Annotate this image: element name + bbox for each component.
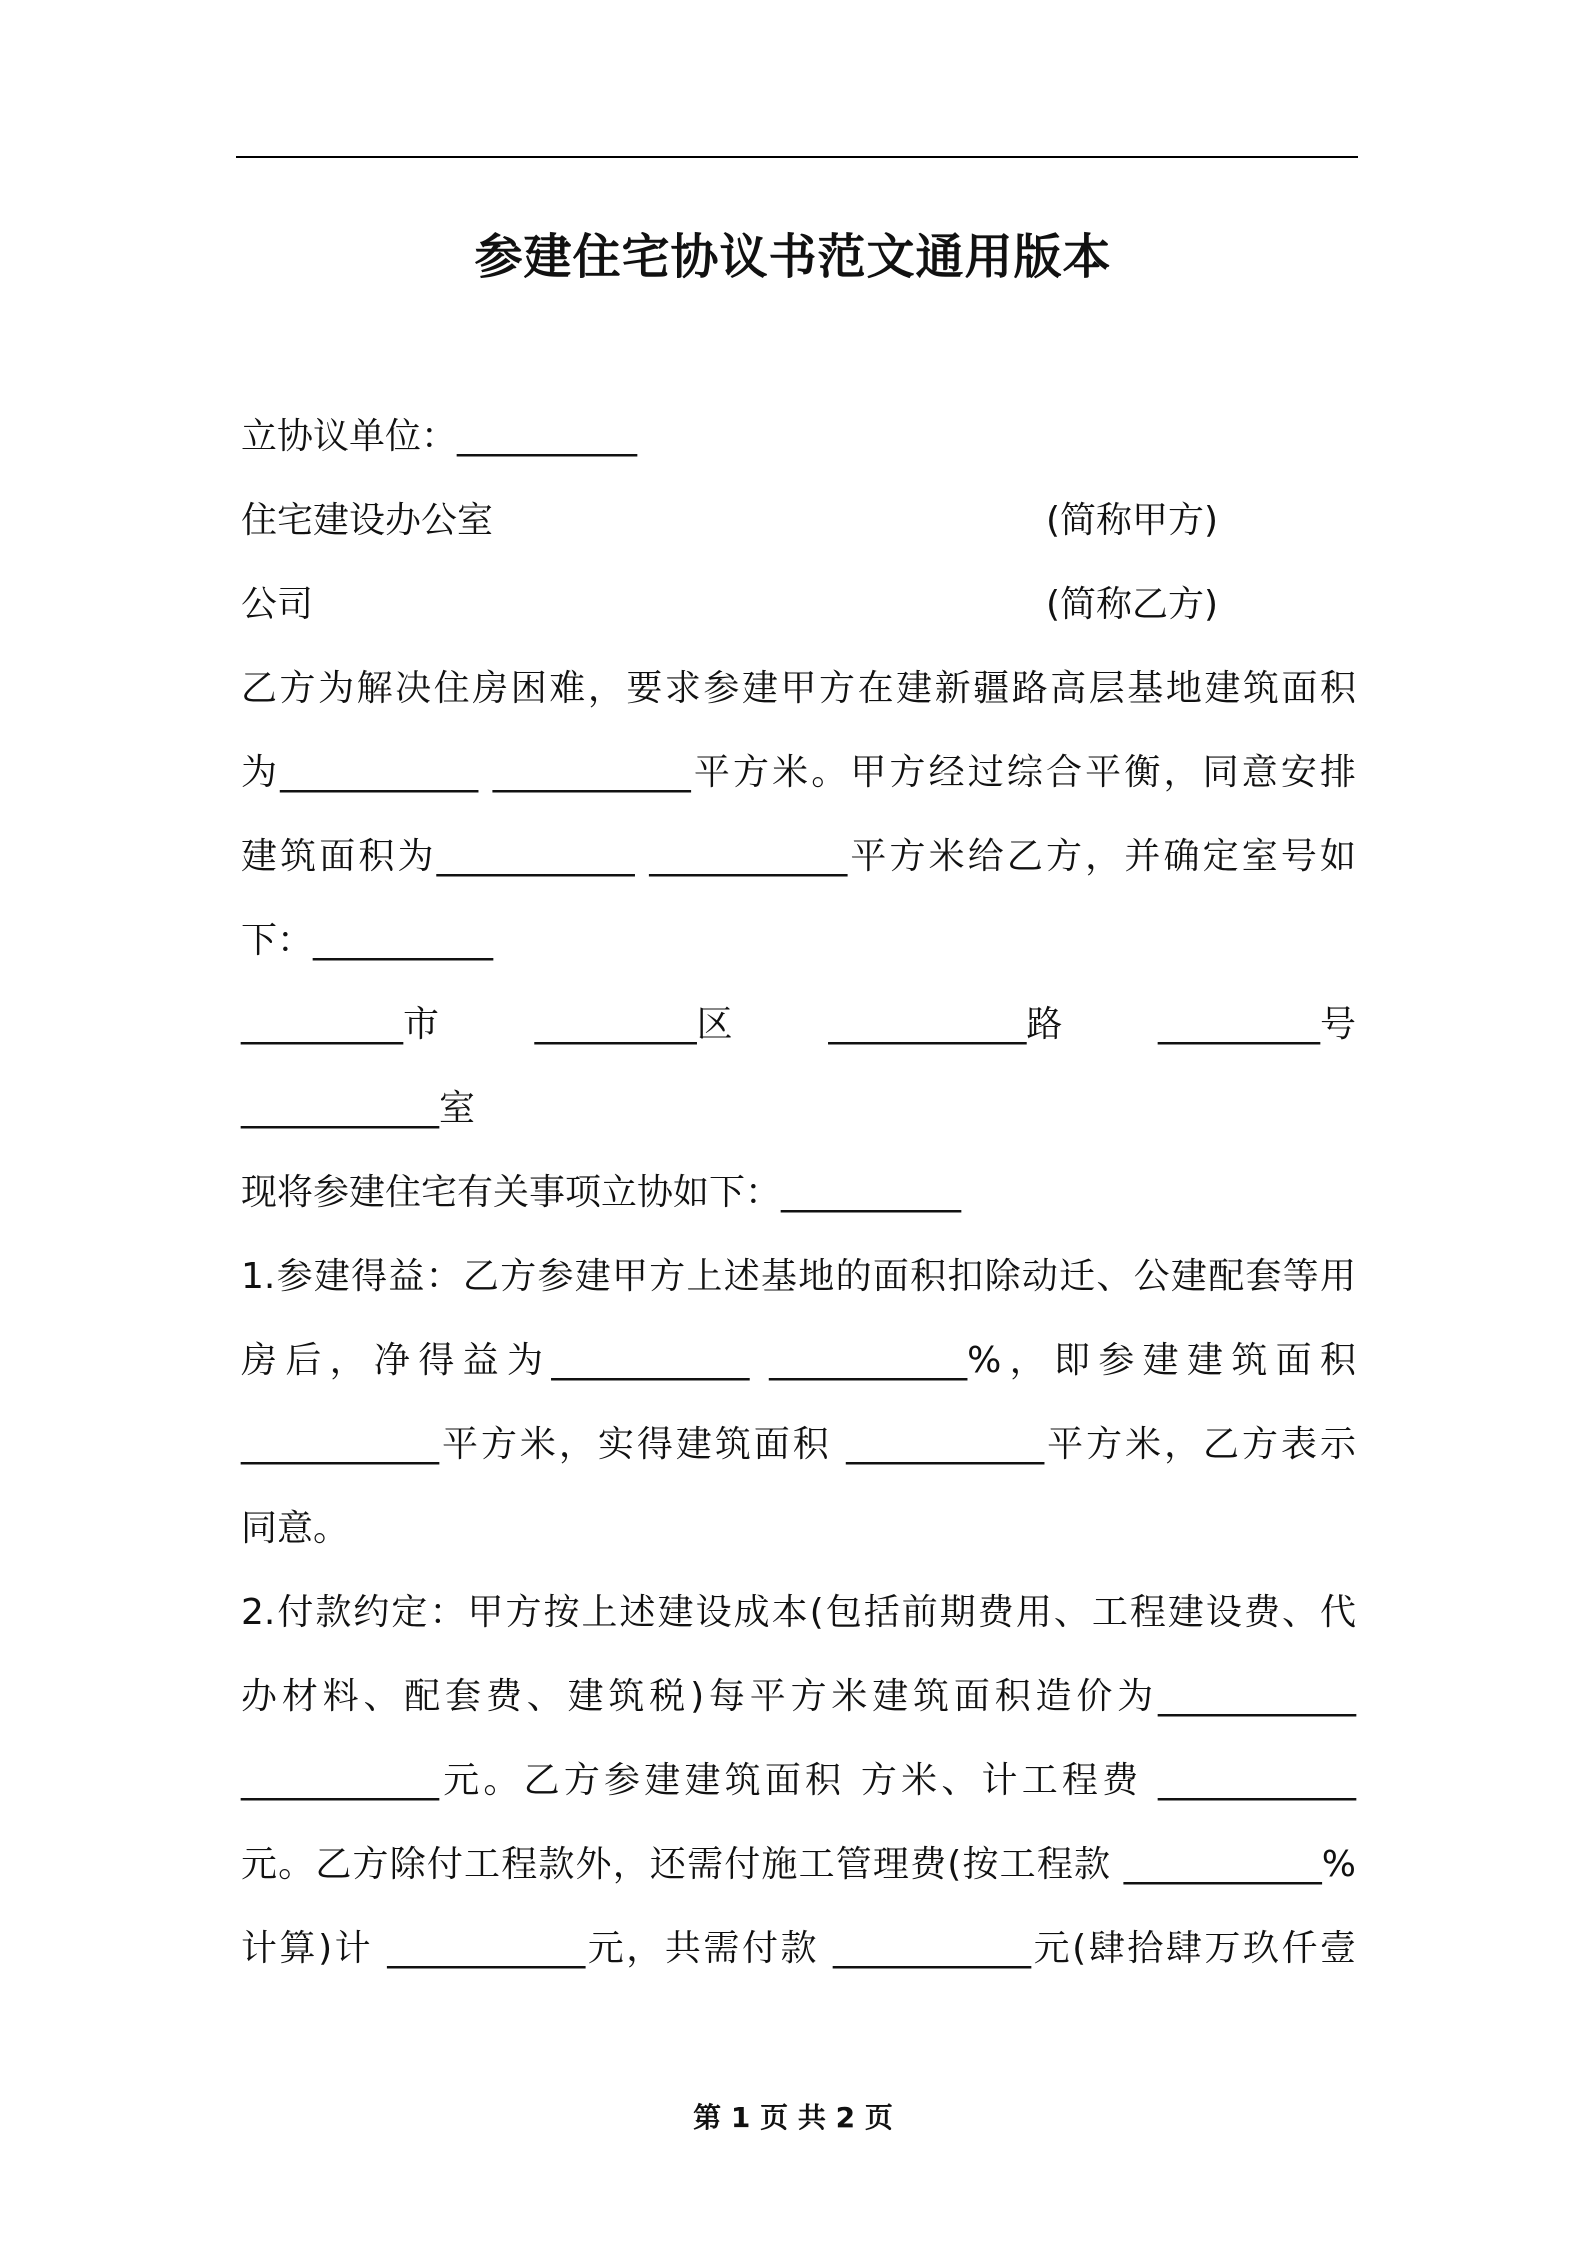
party-a-name: 住宅建设办公室 (241, 500, 494, 541)
address-road: ___________路 (828, 1004, 1063, 1045)
address-room: ___________室 (241, 1088, 476, 1129)
party-b-row (241, 581, 1356, 629)
document-title: 参建住宅协议书范文通用版本 (474, 229, 1112, 285)
body-line: 建筑面积为___________ ___________平方米给乙方，并确定室号如 (241, 836, 1356, 877)
body-line: 为___________ ___________平方米。甲方经过综合平衡，同意安排 (241, 752, 1356, 793)
clause2-line: 元。乙方除付工程款外，还需付施工管理费(按工程款 ___________% (241, 1844, 1356, 1885)
signing-parties-line: 立协议单位：__________ (241, 416, 638, 457)
address-line (241, 1001, 1356, 1049)
clause1-line: 同意。 (241, 1508, 350, 1549)
clause2-line: 办材料、配套费、建筑税)每平方米建筑面积造价为___________ (241, 1676, 1356, 1717)
page-number: 第 1 页 共 2 页 (693, 2101, 893, 2134)
party-a-alias: (简称甲方) (1046, 500, 1219, 541)
party-b-alias: (简称乙方) (1046, 584, 1219, 625)
body-line: 下：__________ (241, 920, 494, 961)
party-b-name: 公司 (241, 584, 314, 625)
clause2-line: ___________元。乙方参建建筑面积 方米、计工程费 ___________ (241, 1760, 1356, 1801)
clause2-line: 计算)计 ___________元，共需付款 ___________元(肆拾肆万玖仟壹 (241, 1928, 1356, 1969)
address-number: _________号 (1157, 1004, 1356, 1045)
clause1-line: 房后，净得益为___________ ___________%，即参建建筑面积 (241, 1340, 1356, 1381)
address-district: _________区 (534, 1004, 733, 1045)
intro-line: 现将参建住宅有关事项立协如下：__________ (241, 1172, 962, 1213)
header-rule (236, 156, 1358, 158)
body-line: 乙方为解决住房困难，要求参建甲方在建新疆路高层基地建筑面积 (241, 668, 1356, 709)
clause2-line: 2.付款约定：甲方按上述建设成本(包括前期费用、工程建设费、代 (241, 1592, 1356, 1633)
party-a-row (241, 497, 1356, 545)
address-city: _________市 (241, 1004, 440, 1045)
clause1-line: 1.参建得益：乙方参建甲方上述基地的面积扣除动迁、公建配套等用 (241, 1256, 1356, 1297)
clause1-line: ___________平方米，实得建筑面积 ___________平方米，乙方表示 (241, 1424, 1356, 1465)
